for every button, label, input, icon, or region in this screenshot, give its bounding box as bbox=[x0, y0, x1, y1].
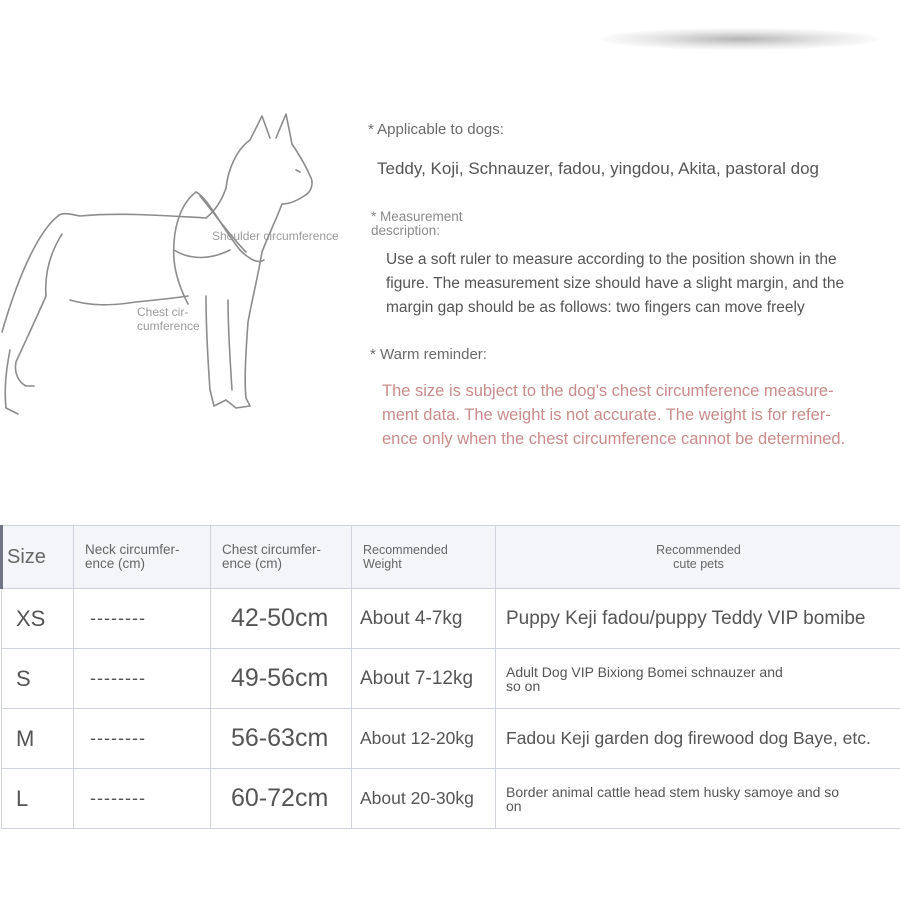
row-pets-line1: Border animal cattle head stem husky samoye and so bbox=[506, 783, 840, 800]
row-neck: -------- bbox=[74, 769, 211, 829]
warm-reminder-line3: ence only when the chest circumference cannot be determined. bbox=[382, 430, 846, 448]
decorative-shadow bbox=[600, 28, 880, 50]
warm-reminder-line2: ment data. The weight is not accurate. The weight is for refer- bbox=[382, 406, 831, 424]
row-neck: -------- bbox=[74, 709, 211, 769]
row-size: S bbox=[2, 649, 74, 709]
header-weight bbox=[352, 526, 496, 589]
row-weight: About 4-7kg bbox=[352, 589, 496, 649]
table-row bbox=[2, 649, 900, 709]
header-neck-line2: ence (cm) bbox=[85, 556, 146, 571]
row-pets bbox=[496, 649, 900, 709]
table-row bbox=[2, 769, 900, 829]
warm-reminder-line1: The size is subject to the dog's chest circumference measure- bbox=[382, 382, 834, 400]
chest-circumference-label-line2: cumference bbox=[137, 319, 200, 333]
header-pets bbox=[496, 526, 900, 589]
row-size: XS bbox=[2, 589, 74, 649]
shoulder-circumference-label: Shoulder circumference bbox=[212, 229, 339, 243]
row-pets-line2: on bbox=[506, 797, 522, 814]
row-weight: About 20-30kg bbox=[352, 769, 496, 829]
size-chart-table bbox=[0, 525, 900, 829]
header-weight-line1: Recommended bbox=[363, 543, 448, 557]
row-chest: 49-56cm bbox=[211, 649, 352, 709]
row-size: M bbox=[2, 709, 74, 769]
row-pets: Fadou Keji garden dog firewood dog Baye, etc. bbox=[496, 709, 900, 769]
header-size: Size bbox=[2, 526, 74, 589]
warm-reminder-heading: * Warm reminder: bbox=[370, 346, 487, 363]
header-weight-line2: Weight bbox=[363, 557, 402, 571]
header-pets-line1: Recommended bbox=[656, 543, 741, 557]
header-neck bbox=[74, 526, 211, 589]
row-neck: -------- bbox=[74, 589, 211, 649]
applicable-heading: * Applicable to dogs: bbox=[368, 121, 504, 138]
row-pets bbox=[496, 769, 900, 829]
row-chest: 42-50cm bbox=[211, 589, 352, 649]
row-weight: About 12-20kg bbox=[352, 709, 496, 769]
measurement-text-line1: Use a soft ruler to measure according to the position shown in the bbox=[386, 251, 837, 268]
applicable-dogs: Teddy, Koji, Schnauzer, fadou, yingdou, Akita, pastoral dog bbox=[377, 159, 819, 178]
dog-outline-illustration bbox=[0, 100, 370, 430]
row-chest: 56-63cm bbox=[211, 709, 352, 769]
header-pets-line2: cute pets bbox=[673, 557, 724, 571]
row-pets: Puppy Keji fadou/puppy Teddy VIP bomibe bbox=[496, 589, 900, 649]
measurement-heading-line2: description: bbox=[371, 223, 441, 238]
row-size: L bbox=[2, 769, 74, 829]
measurement-heading-line1: * Measurement bbox=[371, 209, 463, 224]
header-chest-line1: Chest circumfer- bbox=[222, 542, 322, 557]
header-chest-line2: ence (cm) bbox=[222, 556, 283, 571]
measurement-text-line2: figure. The measurement size should have a slight margin, and the bbox=[386, 275, 845, 292]
dog-measurement-figure bbox=[0, 100, 370, 430]
row-neck: -------- bbox=[74, 649, 211, 709]
row-chest: 60-72cm bbox=[211, 769, 352, 829]
table-row bbox=[2, 589, 900, 649]
measurement-text-line3: margin gap should be as follows: two fingers can move freely bbox=[386, 299, 805, 316]
header-neck-line1: Neck circumfer- bbox=[85, 542, 180, 557]
row-weight: About 7-12kg bbox=[352, 649, 496, 709]
table-row bbox=[2, 709, 900, 769]
row-pets-line2: so on bbox=[506, 677, 541, 694]
table-header-row bbox=[2, 526, 900, 589]
chest-circumference-label-line1: Chest cir- bbox=[137, 305, 189, 319]
header-chest bbox=[211, 526, 352, 589]
row-pets-line1: Adult Dog VIP Bixiong Bomei schnauzer and bbox=[506, 663, 783, 680]
